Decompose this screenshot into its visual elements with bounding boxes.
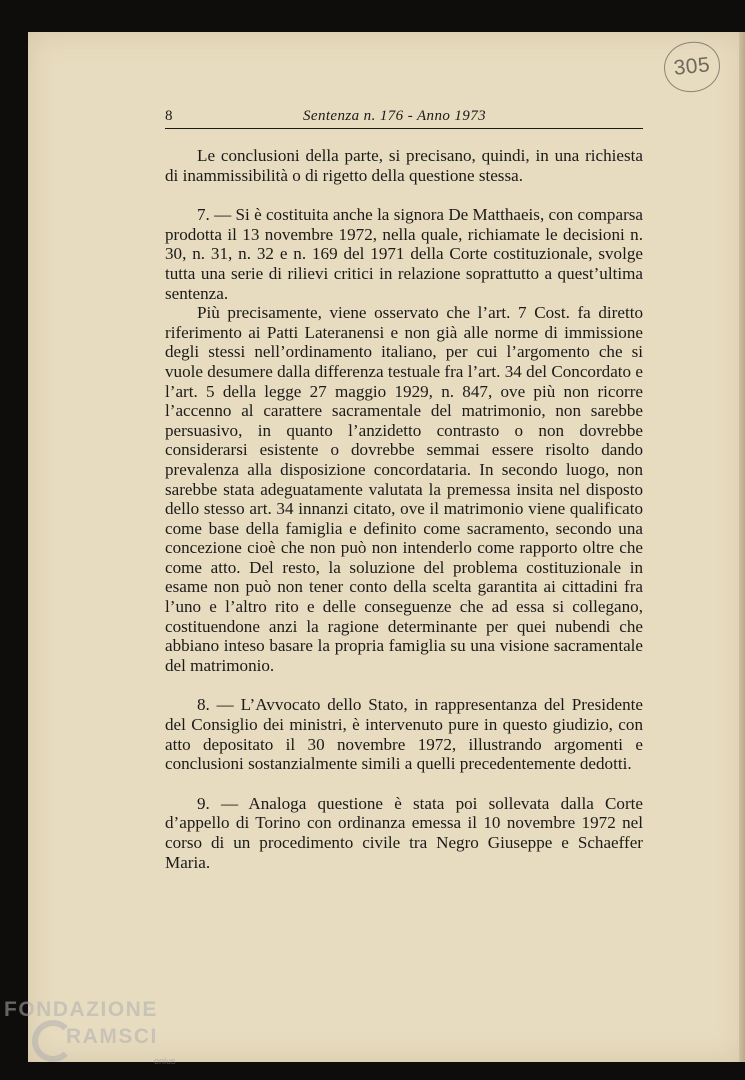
paragraph-8: 8. — L’Avvocato dello Stato, in rappresentanza del Presidente del Consiglio dei ministri, è intervenuto pure in questo giudizio, con atto depositato il 30 novembre 1972, illustrando argomenti e conclusioni sostanzialmente simili a quelli precedentemente dedotti. (165, 695, 643, 774)
archive-number-stamp: 305 (662, 39, 723, 95)
running-title: Sentenza n. 176 - Anno 1973 (303, 108, 487, 124)
page-header (165, 108, 643, 129)
paragraph-7: 7. — Si è costituita anche la signora De Matthaeis, con comparsa prodotta il 13 novembre 1972, nella quale, richiamate le decisioni n. 30, n. 31, n. 32 e n. 169 del 1971 della Corte costituzionale, svolge tutta una serie di rilievi critici in relazione soprattutto a quest’ultima sentenza. (165, 205, 643, 303)
watermark-line1: FONDAZIONE (4, 998, 158, 1021)
foundation-watermark (4, 998, 194, 1078)
page-edge (739, 32, 745, 1062)
watermark-sub: onlus (154, 1056, 176, 1066)
paragraph-9: 9. — Analoga questione è stata poi sollevata dalla Corte d’appello di Torino con ordinanza emessa il 10 novembre 1972 nel corso di un procedimento civile tra Negro Giuseppe e Schaeffer Maria. (165, 793, 643, 872)
paragraph-conclusions: Le conclusioni della parte, si precisano, quindi, in una richiesta di inammissibilità o di rigetto della questione stessa. (165, 146, 643, 185)
paragraph-7-continued: Più precisamente, viene osservato che l’art. 7 Cost. fa diretto riferimento ai Patti Lateranensi e non già alle norme di immissione degli stessi nell’ordinamento italiano, per cui l’argomento che si vuole desumere dalla differenza testuale fra l’art. 34 del Concordato e l’art. 5 della legge 27 maggio 1929, n. 847, ove più non ricorre l’accenno al carattere sacramentale del matrimonio, non sarebbe persuasivo, in quanto l’anzidetto contrasto o non dovrebbe considerarsi esistente o dovrebbe semmai essere risolto dando prevalenza alla disposizione concordataria. In secondo luogo, non sarebbe stata adeguatamente valutata la premessa insita nel disposto dello stesso art. 34 innanzi citato, ove il matrimonio viene qualificato come base della famiglia e definito come sacramento, secondo una concezione cioè che non può non intenderlo come rapporto oltre che come atto. Del resto, la soluzione del problema costituzionale in esame non può non tener conto della scelta garantita ai cittadini fra l’uno e l’altro rito e delle conseguenze che ad essa si collegano, costituendone anzi la ragione determinante per quei nubendi che abbiano inteso basare la propria famiglia su una visione sacramentale del matrimonio. (165, 303, 643, 675)
page-number: 8 (165, 108, 173, 124)
watermark-line2: RAMSCI (66, 1025, 158, 1048)
body-text (165, 146, 643, 872)
